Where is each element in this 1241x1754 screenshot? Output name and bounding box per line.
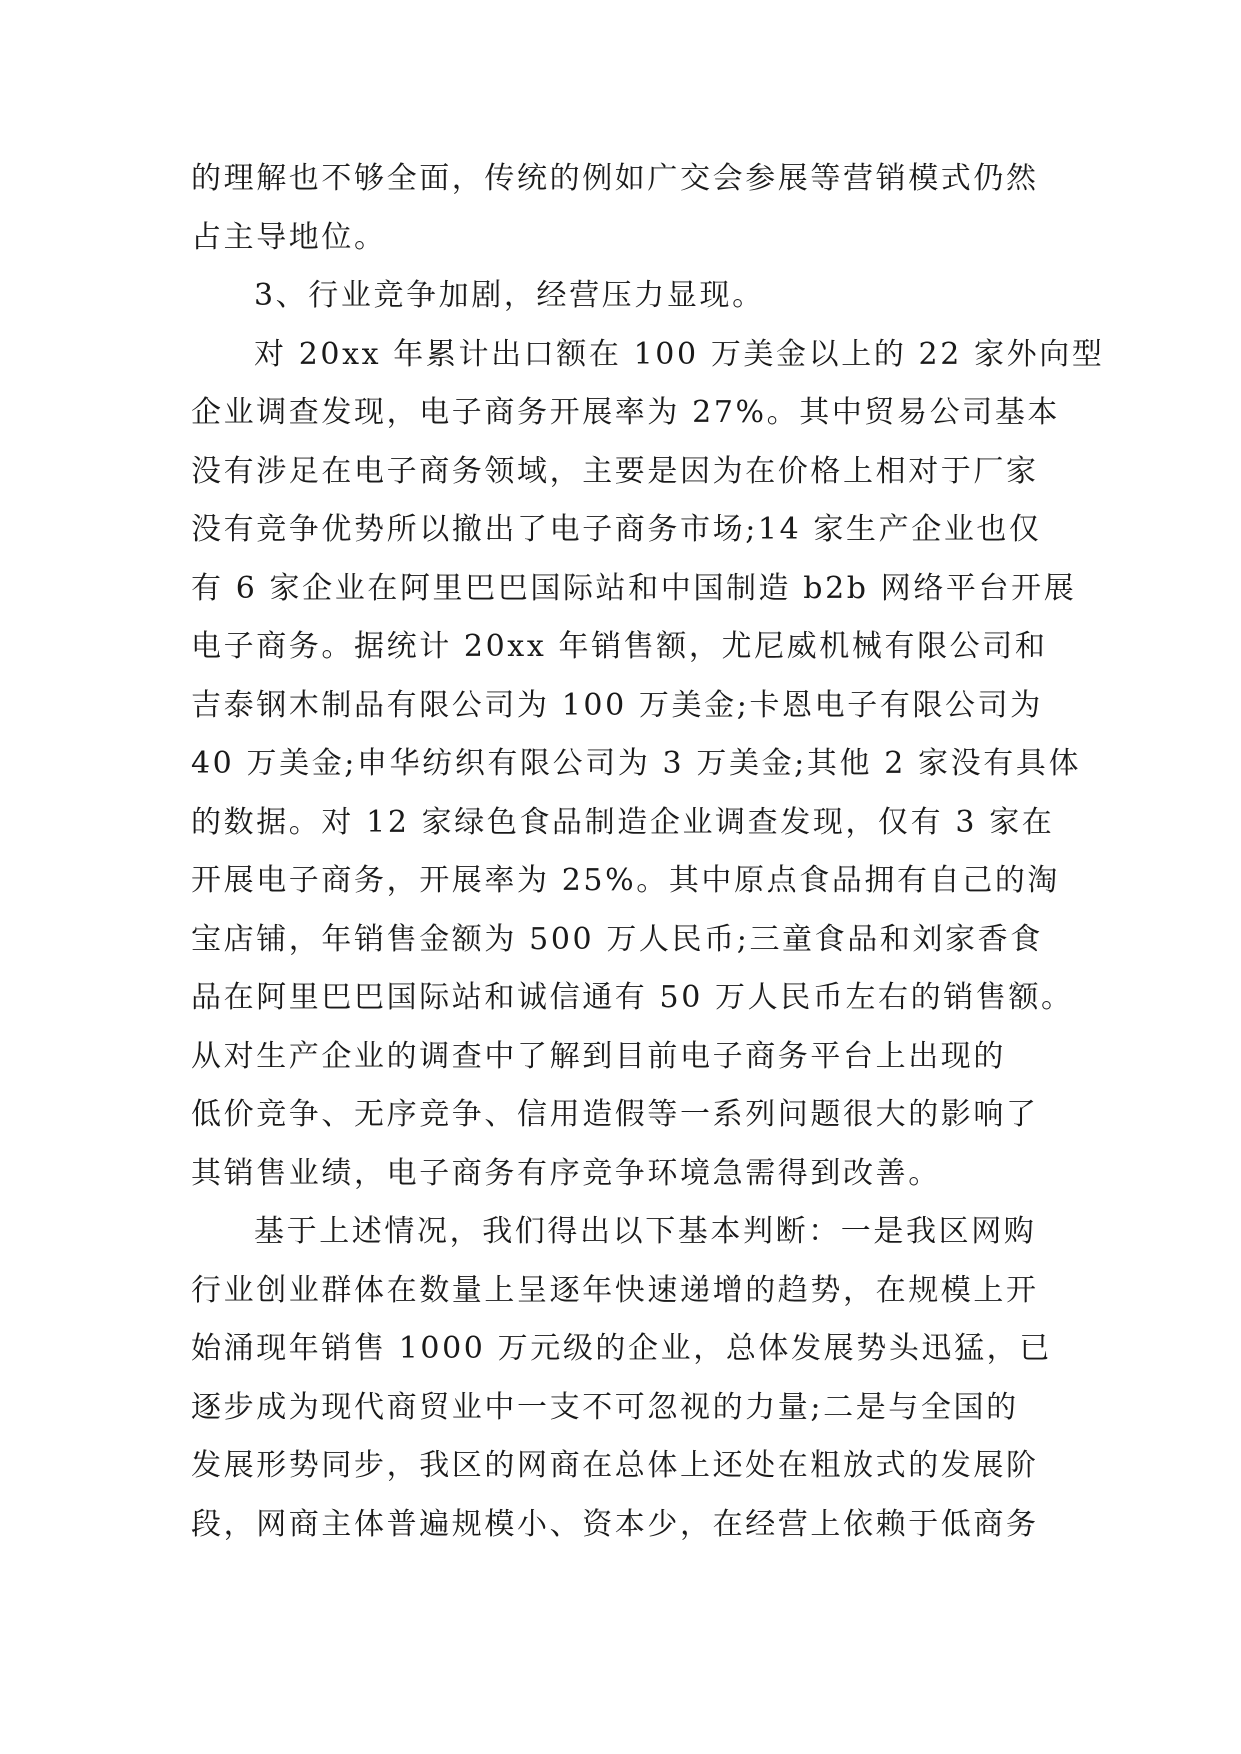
text-line: 的数据。对 12 家绿色食品制造企业调查发现，仅有 3 家在 [191, 804, 1055, 840]
text-line: 吉泰钢木制品有限公司为 100 万美金;卡恩电子有限公司为 [191, 687, 1043, 723]
text-line: 逐步成为现代商贸业中一支不可忽视的力量;二是与全国的 [191, 1389, 1019, 1425]
text-line: 宝店铺，年销售金额为 500 万人民币;三童食品和刘家香食 [191, 921, 1043, 957]
document-body [191, 150, 1105, 1554]
section-heading: 3、行业竞争加剧，经营压力显现。 [254, 278, 765, 313]
text-line: 占主导地位。 [191, 219, 387, 255]
text-line: 的理解也不够全面，传统的例如广交会参展等营销模式仍然 [191, 161, 1039, 196]
text-line: 开展电子商务，开展率为 25%。其中原点食品拥有自己的淘 [191, 863, 1061, 898]
text-line: 有 6 家企业在阿里巴巴国际站和中国制造 b2b 网络平台开展 [191, 570, 1077, 606]
text-line: 发展形势同步，我区的网商在总体上还处在粗放式的发展阶 [191, 1448, 1039, 1483]
text-line: 品在阿里巴巴国际站和诚信通有 50 万人民币左右的销售额。 [191, 980, 1074, 1015]
text-line: 行业创业群体在数量上呈逐年快速递增的趋势，在规模上开 [191, 1272, 1039, 1308]
text-line: 电子商务。据统计 20xx 年销售额，尤尼威机械有限公司和 [191, 629, 1048, 664]
text-line: 其销售业绩，电子商务有序竞争环境急需得到改善。 [191, 1155, 941, 1191]
text-line: 低价竞争、无序竞争、信用造假等一系列问题很大的影响了 [191, 1097, 1039, 1132]
text-line: 没有竞争优势所以撤出了电子商务市场;14 家生产企业也仅 [191, 512, 1042, 547]
text-line: 始涌现年销售 1000 万元级的企业，总体发展势头迅猛，已 [191, 1331, 1052, 1366]
text-line: 没有涉足在电子商务领域，主要是因为在价格上相对于厂家 [191, 453, 1039, 489]
text-line: 段，网商主体普遍规模小、资本少，在经营上依赖于低商务 [191, 1506, 1039, 1542]
text-line: 企业调查发现，电子商务开展率为 27%。其中贸易公司基本 [191, 395, 1061, 430]
text-line: 40 万美金;申华纺织有限公司为 3 万美金;其他 2 家没有具体 [191, 746, 1082, 781]
paragraph-start-line: 基于上述情况，我们得出以下基本判断：一是我区网购 [254, 1214, 1037, 1249]
paragraph-start-line: 对 20xx 年累计出口额在 100 万美金以上的 22 家外向型 [254, 336, 1105, 372]
text-line: 从对生产企业的调查中了解到目前电子商务平台上出现的 [191, 1038, 1006, 1074]
